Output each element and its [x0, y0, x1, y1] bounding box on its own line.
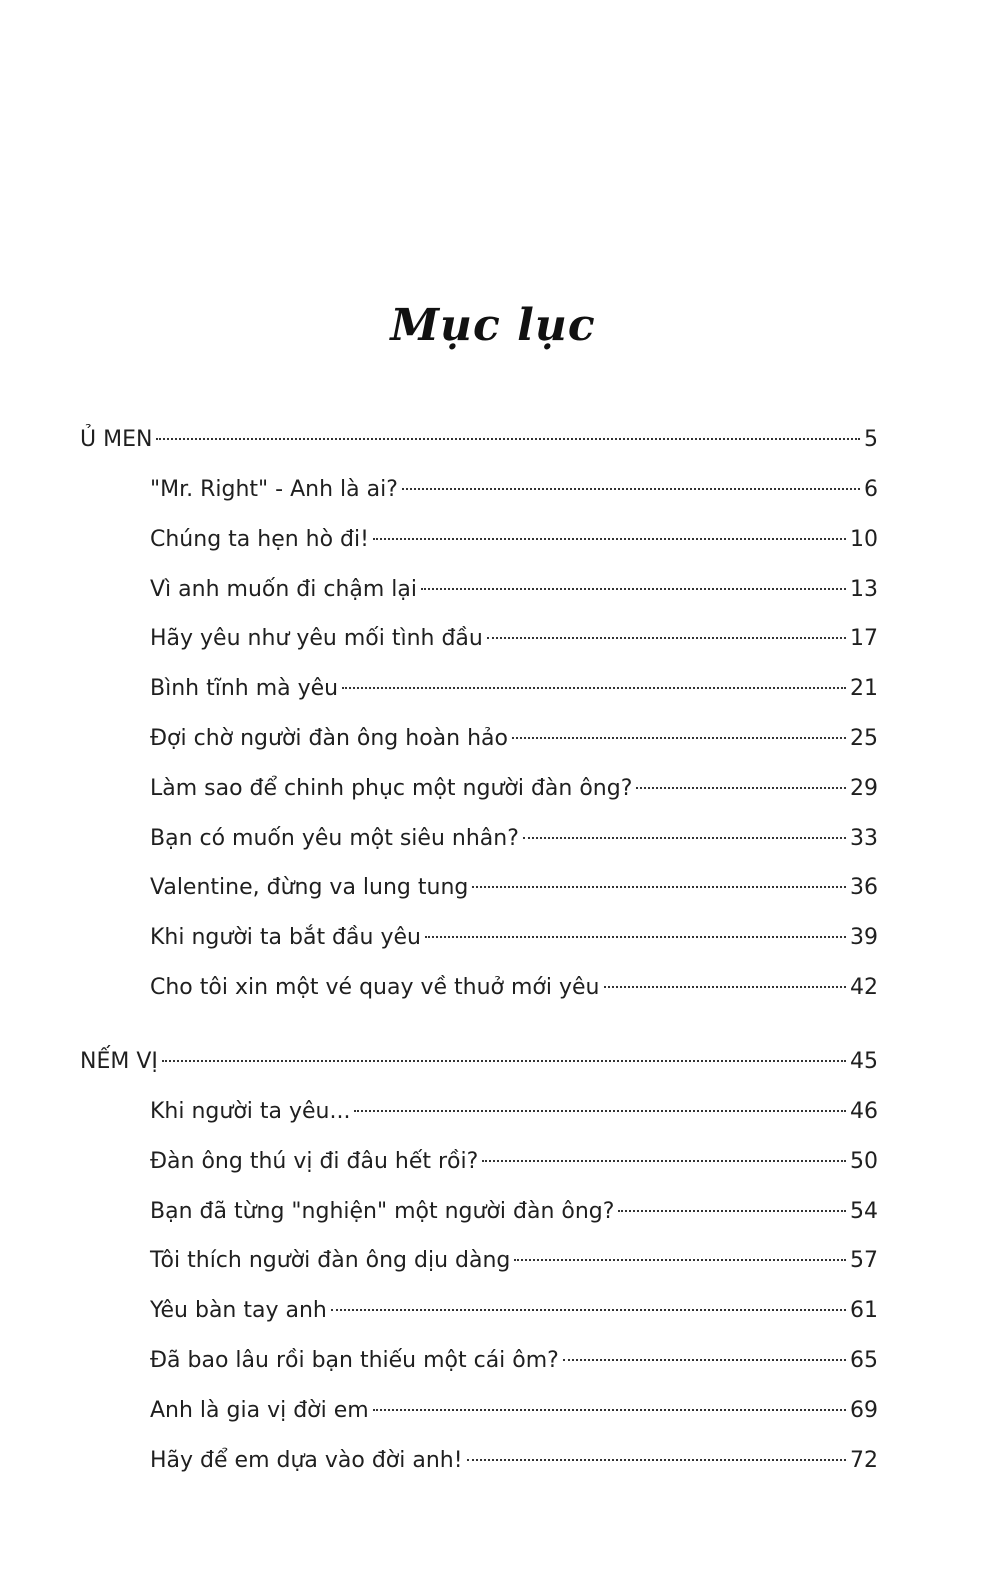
dot-leader	[425, 936, 846, 938]
toc-entry-page-number: 36	[850, 875, 878, 900]
toc-entry	[150, 774, 878, 804]
dot-leader	[563, 1359, 846, 1361]
dot-leader	[342, 687, 846, 689]
toc-entry-page-number: 69	[850, 1398, 878, 1423]
toc-entry-page-number: 61	[850, 1298, 878, 1323]
toc-entry	[150, 575, 878, 605]
toc-entry-title: "Mr. Right" - Anh là ai?	[150, 477, 398, 502]
toc-entry	[150, 923, 878, 953]
dot-leader	[373, 538, 846, 540]
toc-entry-page-number: 10	[850, 527, 878, 552]
page-title: Mục lục	[390, 300, 596, 351]
toc-entry-title: Bạn có muốn yêu một siêu nhân?	[150, 826, 519, 851]
dot-leader	[618, 1210, 846, 1212]
toc-entry-title: Tôi thích người đàn ông dịu dàng	[150, 1248, 511, 1273]
dot-leader	[467, 1459, 846, 1461]
dot-leader	[402, 488, 860, 490]
toc-entry-title: Yêu bàn tay anh	[150, 1298, 327, 1323]
toc-entry-page-number: 39	[850, 925, 878, 950]
toc-entry	[150, 1396, 878, 1426]
dot-leader	[162, 1060, 846, 1062]
dot-leader	[604, 986, 847, 988]
toc-entry-page-number: 42	[850, 975, 878, 1000]
toc-entry	[150, 1296, 878, 1326]
dot-leader	[512, 737, 846, 739]
toc-entry-page-number: 33	[850, 826, 878, 851]
toc-section-title: NẾM VỊ	[80, 1049, 158, 1074]
toc-entry-page-number: 13	[850, 577, 878, 602]
toc-entry-title: Làm sao để chinh phục một người đàn ông?	[150, 776, 633, 801]
dot-leader	[482, 1160, 846, 1162]
toc-entry-title: Cho tôi xin một vé quay về thuở mới yêu	[150, 975, 600, 1000]
dot-leader	[373, 1409, 846, 1411]
toc-entry-title: Khi người ta yêu...	[150, 1099, 351, 1124]
toc-entry-title: Hãy yêu như yêu mối tình đầu	[150, 626, 483, 651]
dot-leader	[514, 1259, 846, 1261]
toc-section	[80, 1047, 878, 1077]
dot-leader	[636, 787, 846, 789]
toc-entry-page-number: 54	[850, 1199, 878, 1224]
dot-leader	[421, 588, 846, 590]
toc-entry	[150, 873, 878, 903]
toc-section-page-number: 45	[850, 1049, 878, 1074]
toc-entry	[150, 475, 878, 505]
toc-entry-title: Valentine, đừng va lung tung	[150, 875, 469, 900]
toc-entry-title: Đàn ông thú vị đi đâu hết rồi?	[150, 1149, 479, 1174]
toc-entry-page-number: 50	[850, 1149, 878, 1174]
toc-entry-title: Vì anh muốn đi chậm lại	[150, 577, 418, 602]
toc-entry-title: Chúng ta hẹn hò đi!	[150, 527, 369, 552]
toc-entry-page-number: 29	[850, 776, 878, 801]
toc-entry-page-number: 65	[850, 1348, 878, 1373]
toc-entry-title: Đợi chờ người đàn ông hoàn hảo	[150, 726, 508, 751]
toc-entry-title: Đã bao lâu rồi bạn thiếu một cái ôm?	[150, 1348, 559, 1373]
toc-entry	[150, 973, 878, 1003]
toc-entry-title: Hãy để em dựa vào đời anh!	[150, 1448, 463, 1473]
dot-leader	[156, 438, 860, 440]
dot-leader	[487, 637, 846, 639]
toc-entry-page-number: 46	[850, 1099, 878, 1124]
dot-leader	[331, 1309, 846, 1311]
toc-entry	[150, 1346, 878, 1376]
toc-entry	[150, 1197, 878, 1227]
toc-entry	[150, 525, 878, 555]
toc-entry	[150, 1246, 878, 1276]
toc-entry	[150, 674, 878, 704]
toc-entry-page-number: 57	[850, 1248, 878, 1273]
toc-section-page-number: 5	[864, 427, 878, 452]
toc-entry-title: Bình tĩnh mà yêu	[150, 676, 339, 701]
toc-entry	[150, 824, 878, 854]
toc-entry-title: Anh là gia vị đời em	[150, 1398, 369, 1423]
toc-entry-page-number: 21	[850, 676, 878, 701]
toc-entry-page-number: 17	[850, 626, 878, 651]
toc-section-title: Ủ MEN	[80, 427, 153, 452]
toc-entry-page-number: 25	[850, 726, 878, 751]
toc-entry-title: Bạn đã từng "nghiện" một người đàn ông?	[150, 1199, 615, 1224]
toc-entry	[150, 724, 878, 754]
dot-leader	[523, 837, 846, 839]
dot-leader	[472, 886, 846, 888]
toc-entry-page-number: 72	[850, 1448, 878, 1473]
dot-leader	[354, 1110, 846, 1112]
toc-entry	[150, 1097, 878, 1127]
toc-entry-page-number: 6	[864, 477, 878, 502]
toc-entry	[150, 1446, 878, 1476]
toc-entry	[150, 1147, 878, 1177]
toc-entry-title: Khi người ta bắt đầu yêu	[150, 925, 421, 950]
toc-section	[80, 425, 878, 455]
toc-entry	[150, 624, 878, 654]
